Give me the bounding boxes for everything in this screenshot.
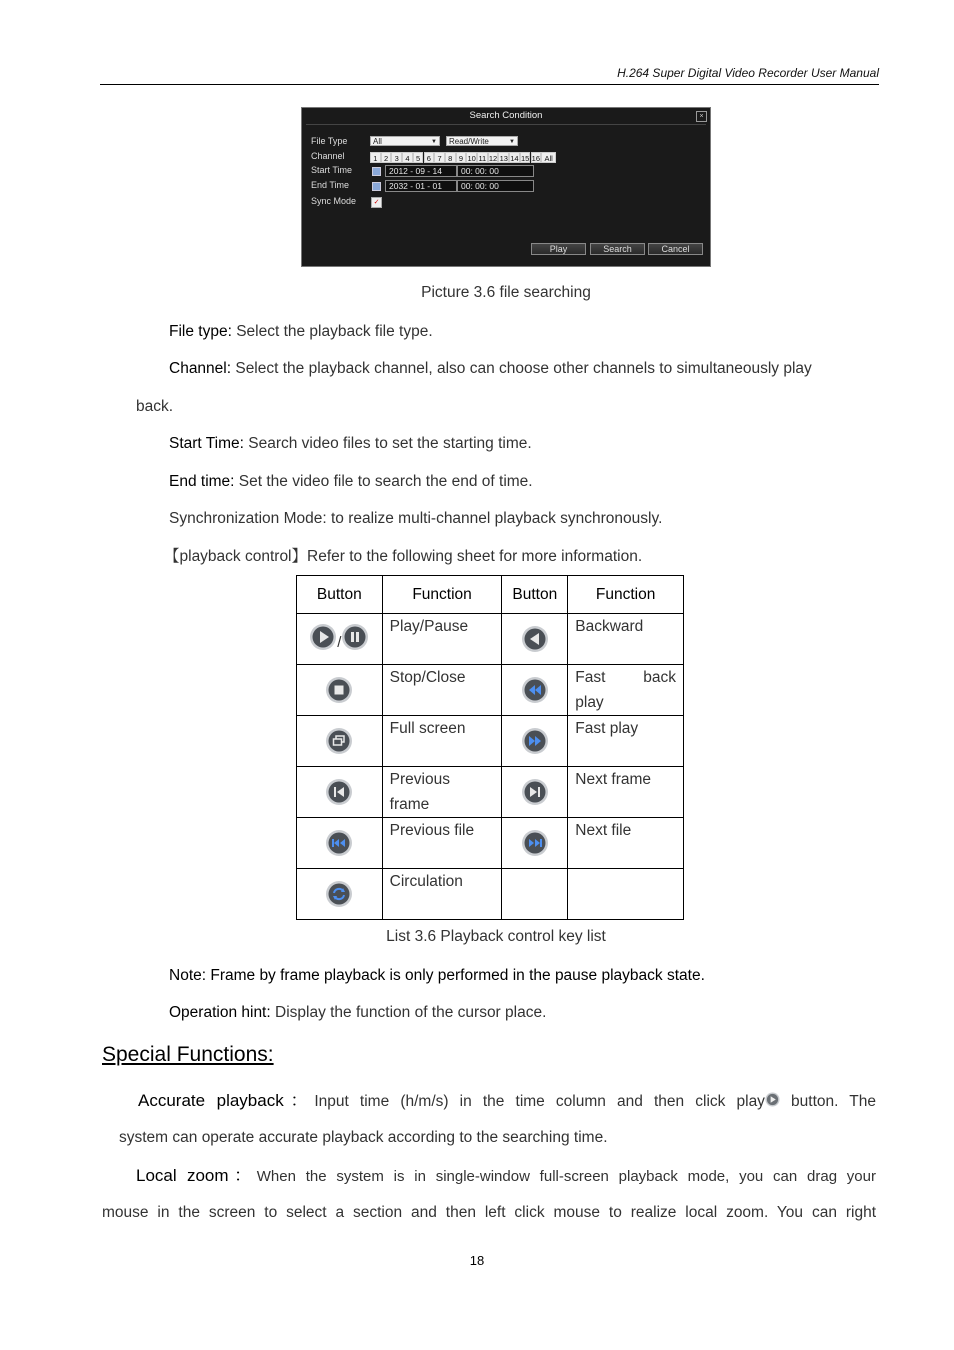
start-date-field: 2012 - 09 - 14 (385, 165, 457, 177)
channel-checkbox: 3 (391, 152, 402, 163)
channel-checkbox: 14 (510, 154, 519, 163)
operation-hint-paragraph (169, 1003, 546, 1023)
channel-checkbox: 1 (370, 152, 381, 163)
column-header: Function (382, 576, 502, 614)
dialog-divider (306, 124, 706, 125)
channel-checkbox: 16 (531, 154, 541, 163)
column-header: Function (568, 576, 684, 614)
file-type-paragraph (169, 322, 433, 342)
fast-back-word: play (575, 694, 604, 711)
fast-back-word: back (643, 669, 676, 686)
start-time-term: Start Time: (169, 435, 244, 452)
channel-paragraph (169, 359, 812, 379)
channel-checkbox: 4 (402, 152, 413, 163)
function-cell: Play/Pause (382, 614, 502, 665)
channel-checkbox: 7 (434, 152, 445, 163)
table-row (297, 869, 684, 920)
previous-frame-word: Previous (389, 771, 450, 788)
table-row (297, 818, 684, 869)
end-time-description: Set the video file to search the end of time. (234, 473, 533, 490)
previous-frame-word: frame (389, 796, 430, 813)
channel-checkbox: 15 (520, 154, 530, 163)
play-icon (309, 623, 337, 651)
calendar-icon (372, 167, 381, 176)
calendar-icon (372, 182, 381, 191)
column-header: Button (297, 576, 383, 614)
slash-separator: / (337, 634, 342, 652)
file-type-label: File Type (311, 136, 348, 146)
button-cell (297, 665, 383, 716)
full-screen-icon (325, 727, 353, 755)
read-write-value: Read/Write (449, 137, 489, 146)
chevron-down-icon: ▼ (509, 139, 515, 145)
section-heading: Special Functions: (102, 1043, 274, 1066)
accurate-playback-description-end: button. The (779, 1093, 876, 1110)
button-cell (502, 869, 568, 920)
function-cell (568, 665, 684, 716)
fast-back-word: Fast (575, 669, 606, 686)
file-type-term: File type: (169, 323, 232, 340)
channel-checkbox: 11 (478, 154, 487, 163)
button-cell (502, 767, 568, 818)
accurate-playback-continuation: system can operate accurate playback according to the searching time. (119, 1129, 608, 1146)
dialog-title: Search Condition (469, 110, 543, 121)
channel-label: Channel (311, 151, 345, 161)
channel-checkbox: All (541, 152, 556, 163)
button-cell (502, 818, 568, 869)
function-cell: Fast play (568, 716, 684, 767)
channel-continuation: back. (136, 398, 174, 415)
file-type-select (370, 136, 440, 146)
start-time-paragraph (169, 434, 532, 454)
fast-back-icon (521, 676, 549, 704)
operation-hint-term: Operation hint: (169, 1004, 271, 1021)
accurate-playback-description: Input time (h/m/s) in the time column and then click play (314, 1093, 765, 1110)
play-button: Play (531, 243, 586, 255)
read-write-select (446, 136, 518, 146)
sync-mode-label: Sync Mode (311, 196, 357, 206)
search-condition-screenshot (301, 107, 711, 267)
channel-checkbox: 10 (467, 154, 476, 163)
start-clock-field: 00: 00: 00 (457, 165, 534, 177)
local-zoom-description: When the system is in single-window full-screen playback mode, you can drag your (256, 1168, 876, 1185)
stop-icon (325, 676, 353, 704)
table-row (297, 716, 684, 767)
file-type-description: Select the playback file type. (231, 323, 433, 340)
next-frame-icon (521, 778, 549, 806)
table-row (297, 767, 684, 818)
start-time-label: Start Time (311, 165, 353, 175)
channel-checkbox: 13 (499, 154, 508, 163)
channel-description: Select the playback channel, also can choose other channels to simultaneously play (231, 360, 812, 377)
function-cell: Backward (568, 614, 684, 665)
function-cell (382, 767, 502, 818)
cancel-button: Cancel (648, 243, 703, 255)
function-cell: Circulation (382, 869, 502, 920)
function-cell: Next file (568, 818, 684, 869)
button-cell (502, 665, 568, 716)
button-cell (297, 818, 383, 869)
search-button: Search (590, 243, 645, 255)
local-zoom-continuation: mouse in the screen to select a section and then left click mouse to realize local zoom. You can right (102, 1204, 876, 1221)
function-cell: Full screen (382, 716, 502, 767)
button-cell (502, 614, 568, 665)
checkbox-icon: ✓ (371, 197, 382, 208)
end-time-label: End Time (311, 180, 350, 190)
close-icon: × (696, 111, 707, 122)
function-cell: Previous file (382, 818, 502, 869)
local-zoom-line (136, 1166, 876, 1187)
function-cell (568, 869, 684, 920)
chevron-down-icon: ▼ (431, 139, 437, 145)
backward-icon (521, 625, 549, 653)
end-time-term: End time: (169, 473, 235, 490)
channel-checkbox: 6 (424, 152, 435, 163)
end-clock-field: 00: 00: 00 (457, 180, 534, 192)
column-header: Button (502, 576, 568, 614)
accurate-playback-line (138, 1091, 876, 1112)
header-rule (100, 84, 879, 85)
function-cell: Next frame (568, 767, 684, 818)
table-row (297, 665, 684, 716)
button-cell (297, 614, 383, 665)
previous-frame-icon (325, 778, 353, 806)
picture-caption: Picture 3.6 file searching (421, 284, 591, 301)
operation-hint-description: Display the function of the cursor place. (270, 1004, 547, 1021)
running-header: H.264 Super Digital Video Recorder User Manual (617, 66, 879, 80)
function-cell: Stop/Close (382, 665, 502, 716)
channel-term: Channel: (169, 360, 232, 377)
channel-checkbox: 9 (456, 152, 467, 163)
page-number: 18 (469, 1253, 485, 1268)
playback-control-paragraph: 【playback control】Refer to the following sheet for more information. (164, 548, 643, 565)
accurate-playback-term: Accurate playback： (138, 1091, 315, 1110)
file-type-value: All (373, 137, 382, 146)
start-time-description: Search video files to set the starting time. (243, 435, 532, 452)
channel-checkbox: 2 (381, 152, 392, 163)
channel-checkbox: 12 (488, 154, 498, 163)
fast-play-icon (521, 727, 549, 755)
next-file-icon (521, 829, 549, 857)
note-paragraph: Note: Frame by frame playback is only performed in the pause playback state. (169, 967, 705, 984)
sync-mode-paragraph: Synchronization Mode: to realize multi-channel playback synchronously. (169, 510, 663, 527)
playback-control-table (296, 575, 684, 920)
button-cell (502, 716, 568, 767)
channel-checkbox: 8 (445, 152, 456, 163)
end-date-field: 2032 - 01 - 01 (385, 180, 457, 192)
play-icon (765, 1092, 780, 1107)
button-cell (297, 869, 383, 920)
circulation-icon (325, 880, 353, 908)
button-cell (297, 767, 383, 818)
previous-file-icon (325, 829, 353, 857)
pause-icon (341, 623, 369, 651)
local-zoom-term: Local zoom： (136, 1166, 257, 1185)
list-caption: List 3.6 Playback control key list (386, 928, 606, 945)
end-time-paragraph (169, 472, 533, 492)
table-header-row (297, 576, 684, 614)
button-cell (297, 716, 383, 767)
table-row (297, 614, 684, 665)
channel-checkbox: 5 (413, 152, 424, 163)
